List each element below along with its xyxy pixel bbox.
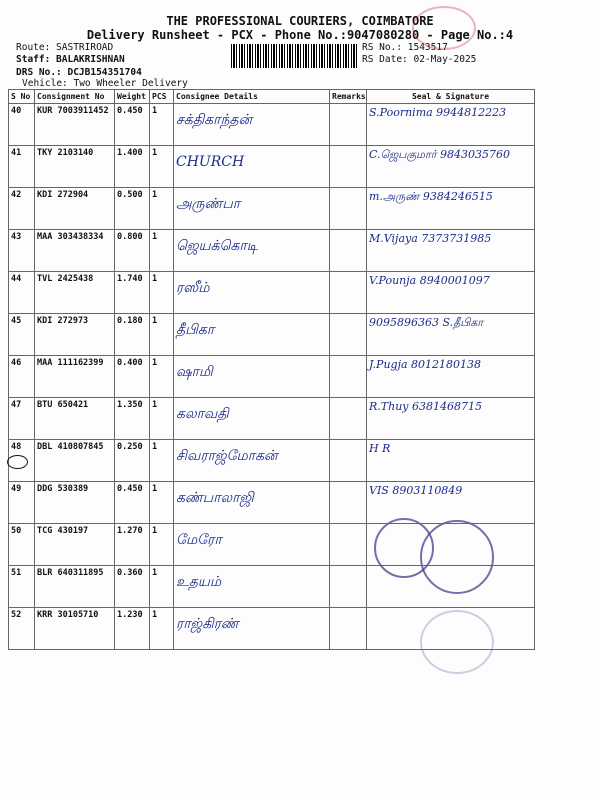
serial-number-cell [9, 104, 35, 146]
consignee-text: ரஸீம் [176, 280, 210, 296]
runsheet-subtitle: Delivery Runsheet - PCX - Phone No.:9047080280 - Page No.:4 [86, 28, 514, 42]
consignee-cell [174, 314, 330, 356]
remarks-cell [330, 104, 367, 146]
consignee-cell [174, 104, 330, 146]
remarks-cell [330, 440, 367, 482]
consignment-number-cell [35, 314, 115, 356]
consignee-text: ராஜ்கிரண் [176, 616, 239, 632]
consignee-text: அருண்பா [176, 196, 241, 212]
serial-number-text: 40 [11, 106, 22, 116]
serial-number-text: 48 [11, 442, 22, 452]
signature-cell [367, 146, 535, 188]
weight-cell [115, 482, 150, 524]
weight-cell [115, 566, 150, 608]
column-header: Consignee Details [174, 90, 330, 104]
consignee-text: கலாவதி [176, 406, 229, 422]
weight-text: 1.230 [117, 610, 143, 620]
weight-text: 0.250 [117, 442, 143, 452]
consignment-number-text: KDI 272973 [37, 316, 89, 326]
rs-date: RS Date: 02-May-2025 [362, 54, 477, 65]
weight-text: 0.450 [117, 484, 143, 494]
consignment-number-cell [35, 482, 115, 524]
consignment-number-text: MAA 303438334 [37, 232, 104, 242]
pcs-text: 1 [152, 568, 158, 578]
consignee-text: கண்பாலாஜி [176, 490, 254, 506]
remarks-cell [330, 272, 367, 314]
column-header: Weight [115, 90, 150, 104]
serial-number-text: 51 [11, 568, 22, 578]
serial-number-cell [9, 398, 35, 440]
serial-number-text: 45 [11, 316, 22, 326]
consignee-cell [174, 272, 330, 314]
consignment-number-cell [35, 608, 115, 650]
consignee-text: சக்திகாந்தன் [176, 112, 253, 128]
table-header-row [9, 90, 535, 104]
serial-number-text: 52 [11, 610, 22, 620]
rs-number: RS No.: 1543517 [362, 42, 448, 53]
weight-text: 1.270 [117, 526, 143, 536]
consignment-number-text: DDG 530389 [37, 484, 89, 494]
serial-number-cell [9, 272, 35, 314]
pcs-text: 1 [152, 484, 158, 494]
weight-text: 1.350 [117, 400, 143, 410]
table-row [9, 314, 535, 356]
pcs-text: 1 [152, 106, 158, 116]
pcs-text: 1 [152, 610, 158, 620]
consignment-number-text: BTU 650421 [37, 400, 89, 410]
consignment-number-cell [35, 398, 115, 440]
column-header: Seal & Signature [367, 90, 535, 104]
signature-cell [367, 104, 535, 146]
pcs-text: 1 [152, 190, 158, 200]
table-row [9, 356, 535, 398]
weight-text: 0.400 [117, 358, 143, 368]
pcs-cell [150, 188, 174, 230]
table-row [9, 146, 535, 188]
weight-cell [115, 230, 150, 272]
weight-cell [115, 104, 150, 146]
serial-number-cell [9, 524, 35, 566]
table-row [9, 398, 535, 440]
table-row [9, 230, 535, 272]
signature-cell [367, 440, 535, 482]
consignee-cell [174, 188, 330, 230]
signature-cell [367, 272, 535, 314]
weight-text: 0.450 [117, 106, 143, 116]
table-row [9, 440, 535, 482]
serial-number-cell [9, 314, 35, 356]
signature-cell [367, 566, 535, 608]
signature-text: 9095896363 S.தீபிகா [369, 316, 484, 329]
consignment-number-cell [35, 272, 115, 314]
signature-text: R.Thuy 6381468715 [369, 400, 482, 413]
pcs-text: 1 [152, 148, 158, 158]
red-page-stamp [412, 6, 476, 50]
remarks-cell [330, 146, 367, 188]
weight-text: 0.500 [117, 190, 143, 200]
consignee-text: உதயம் [176, 574, 222, 590]
consignment-number-text: TCG 430197 [37, 526, 89, 536]
serial-number-cell [9, 566, 35, 608]
remarks-cell [330, 482, 367, 524]
serial-number-cell [9, 482, 35, 524]
remarks-cell [330, 398, 367, 440]
weight-cell [115, 356, 150, 398]
pcs-cell [150, 524, 174, 566]
serial-number-text: 50 [11, 526, 22, 536]
pcs-cell [150, 146, 174, 188]
weight-cell [115, 608, 150, 650]
serial-number-cell [9, 230, 35, 272]
route-label: Route: SASTRIROAD [16, 42, 114, 53]
drs-number: DRS No.: DCJB154351704 [16, 67, 142, 78]
consignment-number-cell [35, 230, 115, 272]
barcode [231, 44, 359, 68]
serial-number-text: 41 [11, 148, 22, 158]
consignee-text: தீபிகா [176, 322, 215, 338]
pcs-text: 1 [152, 232, 158, 242]
pcs-text: 1 [152, 526, 158, 536]
consignee-cell [174, 524, 330, 566]
consignment-number-cell [35, 188, 115, 230]
weight-cell [115, 440, 150, 482]
pcs-cell [150, 608, 174, 650]
consignee-text: ஷாமி [176, 364, 213, 380]
serial-number-text: 46 [11, 358, 22, 368]
consignee-cell [174, 566, 330, 608]
consignee-cell [174, 146, 330, 188]
consignment-number-cell [35, 440, 115, 482]
serial-number-text: 44 [11, 274, 22, 284]
signature-cell [367, 314, 535, 356]
document-title: THE PROFESSIONAL COURIERS, COIMBATORE [166, 14, 434, 28]
signature-text: m.அருண் 9384246515 [369, 190, 493, 203]
remarks-cell [330, 524, 367, 566]
consignment-number-cell [35, 104, 115, 146]
pcs-cell [150, 314, 174, 356]
column-header: Remarks [330, 90, 367, 104]
consignment-number-cell [35, 356, 115, 398]
remarks-cell [330, 608, 367, 650]
consignment-number-cell [35, 524, 115, 566]
pcs-cell [150, 104, 174, 146]
weight-text: 0.180 [117, 316, 143, 326]
remarks-cell [330, 230, 367, 272]
consignment-number-text: BLR 640311895 [37, 568, 104, 578]
table-row [9, 566, 535, 608]
consignment-number-text: KDI 272904 [37, 190, 89, 200]
weight-cell [115, 146, 150, 188]
pcs-text: 1 [152, 442, 158, 452]
consignee-text: மேரோ [176, 532, 222, 548]
signature-cell [367, 608, 535, 650]
consignment-number-text: DBL 410807845 [37, 442, 104, 452]
column-header: PCS [150, 90, 174, 104]
serial-number-text: 49 [11, 484, 22, 494]
signature-text: S.Poornima 9944812223 [369, 106, 507, 119]
consignment-number-text: MAA 111162399 [37, 358, 104, 368]
pcs-cell [150, 398, 174, 440]
signature-cell [367, 482, 535, 524]
consignee-cell [174, 440, 330, 482]
signature-cell [367, 188, 535, 230]
consignment-number-text: KUR 7003911452 [37, 106, 109, 116]
pcs-text: 1 [152, 358, 158, 368]
consignee-cell [174, 230, 330, 272]
weight-cell [115, 272, 150, 314]
signature-cell [367, 398, 535, 440]
table-row [9, 272, 535, 314]
weight-cell [115, 314, 150, 356]
signature-cell [367, 356, 535, 398]
pcs-cell [150, 272, 174, 314]
weight-cell [115, 188, 150, 230]
pcs-cell [150, 440, 174, 482]
consignment-number-text: TKY 2103140 [37, 148, 94, 158]
table-row [9, 104, 535, 146]
signature-text: C.ஜெபகுமார் 9843035760 [369, 148, 510, 161]
signature-text: V.Pounja 8940001097 [369, 274, 490, 287]
vehicle-label: Vehicle: Two Wheeler Delivery [22, 78, 188, 89]
signature-cell [367, 524, 535, 566]
column-header: Consignment No [35, 90, 115, 104]
weight-text: 1.400 [117, 148, 143, 158]
consignment-number-cell [35, 146, 115, 188]
column-header: S No [9, 90, 35, 104]
remarks-cell [330, 566, 367, 608]
runsheet-table [8, 89, 535, 650]
serial-number-cell [9, 356, 35, 398]
consignment-number-cell [35, 566, 115, 608]
weight-text: 1.740 [117, 274, 143, 284]
table-row [9, 188, 535, 230]
pcs-cell [150, 356, 174, 398]
pcs-cell [150, 230, 174, 272]
serial-number-text: 43 [11, 232, 22, 242]
serial-number-text: 42 [11, 190, 22, 200]
signature-cell [367, 230, 535, 272]
consignment-number-text: KRR 30105710 [37, 610, 99, 620]
consignee-text: ஜெயக்கொடி [176, 238, 258, 254]
serial-number-text: 47 [11, 400, 22, 410]
consignee-cell [174, 398, 330, 440]
table-row [9, 524, 535, 566]
signature-text: VIS 8903110849 [369, 484, 463, 497]
remarks-cell [330, 188, 367, 230]
consignee-text: CHURCH [176, 154, 245, 170]
consignee-cell [174, 608, 330, 650]
signature-text: H R [369, 442, 391, 455]
remarks-cell [330, 314, 367, 356]
signature-text: J.Pugja 8012180138 [369, 358, 482, 371]
handwritten-circle-mark [7, 455, 28, 469]
pcs-text: 1 [152, 316, 158, 326]
table-row [9, 608, 535, 650]
consignee-text: சிவராஜ்மோகன் [176, 448, 278, 464]
table-row [9, 482, 535, 524]
weight-cell [115, 524, 150, 566]
pcs-text: 1 [152, 400, 158, 410]
consignee-cell [174, 482, 330, 524]
weight-cell [115, 398, 150, 440]
serial-number-cell [9, 146, 35, 188]
signature-text: M.Vijaya 7373731985 [369, 232, 492, 245]
serial-number-cell [9, 608, 35, 650]
pcs-cell [150, 566, 174, 608]
consignee-cell [174, 356, 330, 398]
staff-label: Staff: BALAKRISHNAN [16, 54, 125, 65]
remarks-cell [330, 356, 367, 398]
pcs-text: 1 [152, 274, 158, 284]
pcs-cell [150, 482, 174, 524]
weight-text: 0.360 [117, 568, 143, 578]
serial-number-cell [9, 188, 35, 230]
consignment-number-text: TVL 2425438 [37, 274, 94, 284]
weight-text: 0.800 [117, 232, 143, 242]
